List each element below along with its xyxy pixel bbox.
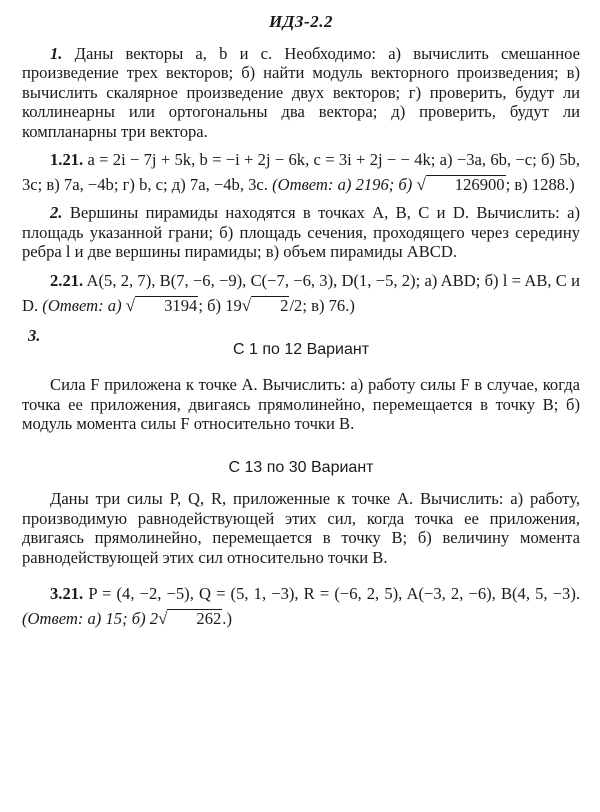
task-2 <box>22 203 580 262</box>
example-3-21 <box>22 581 580 631</box>
task-2-text: Вершины пирамиды находятся в точках A, B, C и D. Вычислить: а) площадь указанной грани; б) площадь сечения, проходящего через середину ребра l и две вершины пирамиды; в) объем пирамиды ABCD. <box>22 203 580 261</box>
example-3-21-answer-sqrt: 262 <box>167 609 222 627</box>
task-2-number: 2. <box>50 203 63 222</box>
example-3-21-number: 3.21. <box>50 584 84 603</box>
example-1-21-answer-suffix: ; в) 1288.) <box>505 175 575 194</box>
example-2-21-answer-sqrt-1: 3194 <box>135 296 198 314</box>
variant-2-heading: С 13 по 30 Вариант <box>228 458 374 476</box>
sqrt-icon: √ <box>416 175 426 194</box>
example-3-21-answer-suffix: .) <box>222 609 232 628</box>
task-3-number: 3. <box>28 325 41 345</box>
variant-2-text: Даны три силы P, Q, R, приложенные к точке A. Вычислить: а) работу, производимую равнодействующей этих сил, когда точка ее приложения, двигаясь прямолинейно, перемещается в точку B; б) величину момента равнодействующей этих сил относительно точки B. <box>22 489 580 567</box>
task-1 <box>22 44 580 142</box>
example-2-21-number: 2.21. <box>50 270 84 290</box>
example-2-21-answer-mid: ; б) 19 <box>198 295 242 315</box>
document-page <box>22 8 580 631</box>
example-1-21-answer-prefix: (Ответ: а) 2196; б) <box>272 175 417 194</box>
variant-1-heading: С 1 по 12 Вариант <box>232 340 370 358</box>
example-2-21-answer-sqrt-2: 2 <box>251 296 289 314</box>
example-3-21-text: P = (4, −2, −5), Q = (5, 1, −3), R = (−6, 2, 5), A(−3, 2, −6), B(4, 5, −3). <box>88 584 580 603</box>
variant-1-text: Сила F приложена к точке A. Вычислить: а) работу силы F в случае, когда точка ее приложения, двигаясь прямолинейно, перемещается в точку B; б) модуль момента силы F относительно точки B. <box>22 375 580 433</box>
page-title: ИДЗ-2.2 <box>269 12 333 31</box>
task-1-number: 1. <box>50 43 63 63</box>
example-1-21-answer-sqrt: 126900 <box>426 175 506 193</box>
sqrt-icon: √ <box>158 609 168 628</box>
example-2-21 <box>22 268 580 318</box>
example-1-21 <box>22 147 580 197</box>
example-2-21-answer-prefix: (Ответ: а) <box>42 295 126 315</box>
example-3-21-answer-prefix: (Ответ: а) 15; б) 2 <box>22 609 159 628</box>
sqrt-icon: √ <box>125 295 136 315</box>
sqrt-icon: √ <box>241 295 252 315</box>
example-1-21-number: 1.21. <box>50 150 84 169</box>
task-1-text: Даны векторы a, b и c. Необходимо: а) вычислить смешанное произведение трех векторов; б) найти модуль векторного произведения; в) вычислить скалярное произведение двух векторов; г) проверить, будут ли коллинеарны или ортогональны два вектора; д) проверить, будут ли компланарны три вектора. <box>22 43 580 141</box>
example-2-21-text: A(5, 2, 7), B(7, −6, −9), C(−7, −6, 3), D(1, −5, 2); а) ABD; б) l = AB, C и D. <box>22 270 580 315</box>
example-2-21-answer-suffix: /2; в) 76.) <box>289 295 355 315</box>
example-1-21-text: a = 2i − 7j + 5k, b = −i + 2j − 6k, c = 3i + 2j − − 4k; а) −3a, 6b, −c; б) 5b, 3c; в) 7a, −4b; г) b, c; д) 7a, −4b, 3c. <box>22 150 580 194</box>
